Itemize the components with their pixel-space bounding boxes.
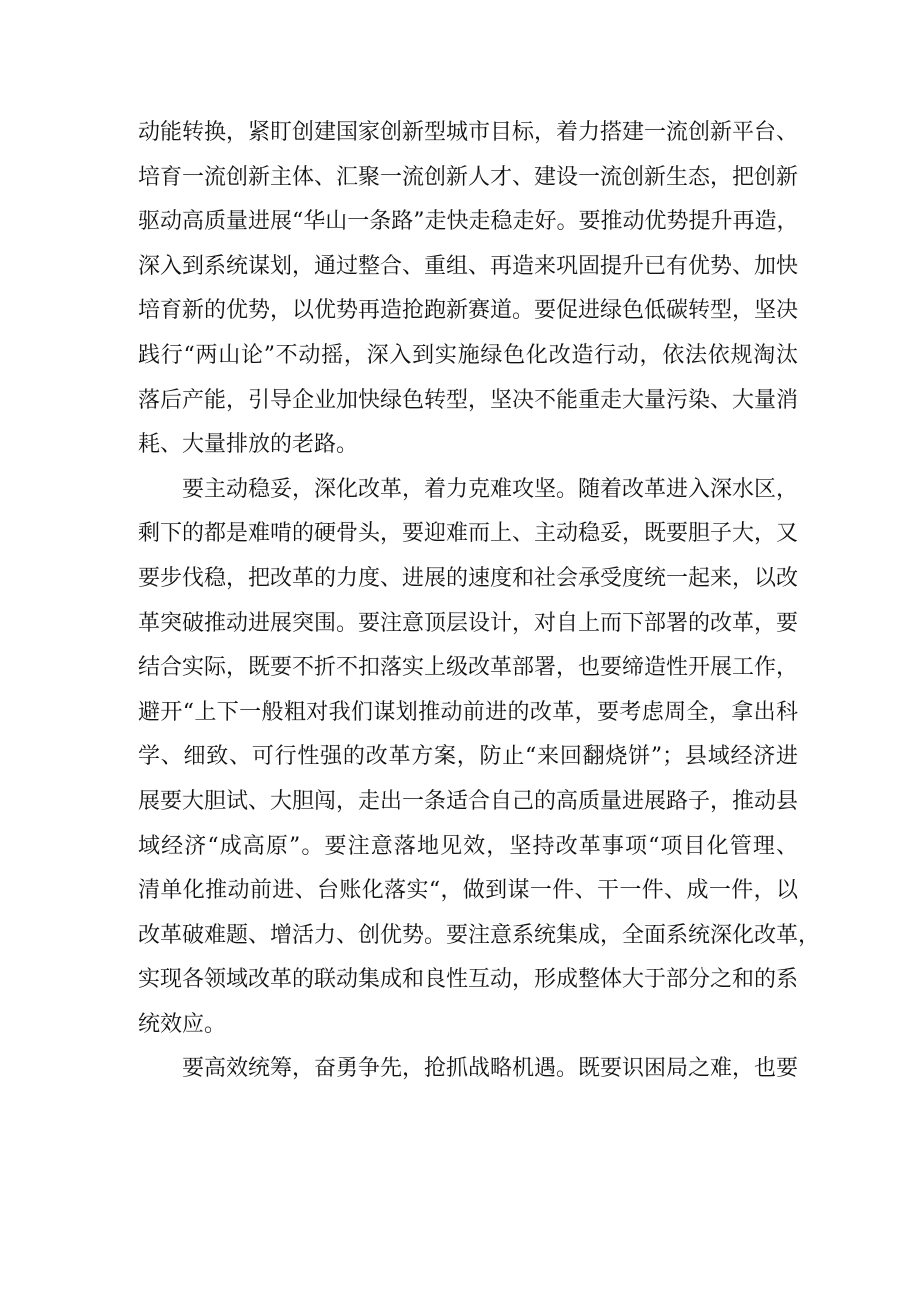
paragraph-1 xyxy=(138,111,798,468)
text-line: 要步伐稳，把改革的力度、进展的速度和社会承受度统一起来，以改 xyxy=(138,565,799,591)
text-line: 动能转换，紧盯创建国家创新型城市目标，着力搭建一流创新平台、 xyxy=(138,120,799,145)
document-body xyxy=(138,111,821,1092)
paragraph-3 xyxy=(138,1047,798,1092)
text-line: 践行“两山论”不动摇，深入到实施绿色化改造行动，依法依规淘汰 xyxy=(138,342,798,368)
text-line: 要主动稳妥，深化改革，着力克难攻坚。随着改革进入深水区， xyxy=(182,476,799,502)
text-line: 改革破难题、增活力、创优势。要注意系统集成，全面系统深化改革， xyxy=(138,922,821,948)
text-line: 培育一流创新主体、汇聚一流创新人才、建设一流创新生态，把创新 xyxy=(138,164,799,190)
text-line: 实现各领域改革的联动集成和良性互动，形成整体大于部分之和的系 xyxy=(138,967,799,993)
text-line: 要高效统筹，奋勇争先，抢抓战略机遇。既要识困局之难，也要 xyxy=(182,1056,799,1082)
text-line: 耗、大量排放的老路。 xyxy=(138,432,359,458)
text-line: 展要大胆试、大胆闯，走出一条适合自己的高质量进展路子，推动县 xyxy=(138,788,799,814)
text-line: 统效应。 xyxy=(138,1011,227,1037)
text-line: 结合实际，既要不折不扣落实上级改革部署，也要缔造性开展工作， xyxy=(138,655,799,681)
text-line: 域经济“成高原”。要注意落地见效，坚持改革事项“项目化管理、 xyxy=(138,833,798,859)
paragraph-2 xyxy=(138,468,821,1048)
text-line: 深入到系统谋划，通过整合、重组、再造来巩固提升已有优势、加快 xyxy=(138,253,799,279)
text-line: 避开“上下一般粗对我们谋划推动前进的改革，要考虑周全，拿出科 xyxy=(138,699,798,725)
text-line: 清单化推动前进、台账化落实“，做到谋一件、干一件、成一件，以 xyxy=(138,878,798,904)
text-line: 培育新的优势，以优势再造抢跑新赛道。要促进绿色低碳转型，坚决 xyxy=(138,298,799,324)
text-line: 学、细致、可行性强的改革方案，防止“来回翻烧饼”；县域经济进 xyxy=(138,744,798,770)
text-line: 落后产能，引导企业加快绿色转型，坚决不能重走大量污染、大量消 xyxy=(138,387,799,413)
text-line: 革突破推动进展突围。要注意顶层设计，对自上而下部署的改革，要 xyxy=(138,610,799,636)
text-line: 剩下的都是难啃的硬骨头，要迎难而上、主动稳妥，既要胆子大，又 xyxy=(138,521,799,547)
text-line: 驱动高质量进展“华山一条路”走快走稳走好。要推动优势提升再造， xyxy=(138,209,799,235)
